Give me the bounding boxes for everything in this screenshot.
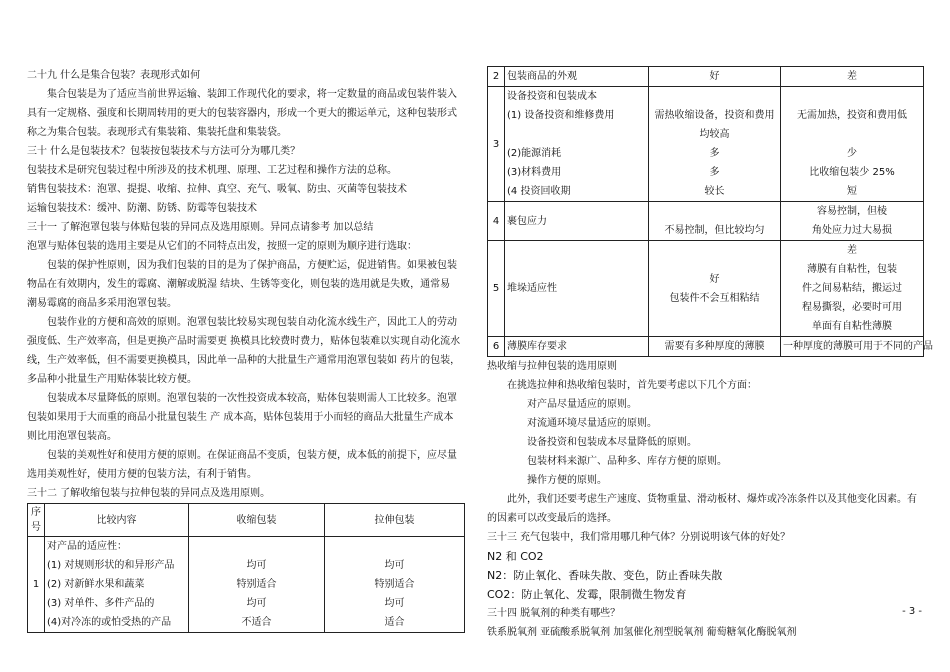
cell-line: 堆垛适应性 <box>507 283 557 294</box>
cell-line <box>327 537 462 556</box>
header-shrink: 收缩包装 <box>189 504 325 537</box>
text-line: 二十九 什么是集合包装？表现形式如何 <box>27 70 201 81</box>
text-line: N2 和 CO2 <box>487 550 544 563</box>
cell-line: 程易撕裂，必要时可用 <box>802 302 902 313</box>
table-row <box>488 87 924 202</box>
row-shrink <box>649 202 781 241</box>
cell-line <box>507 125 646 144</box>
cell-line: 对产品的适应性： <box>47 541 127 552</box>
page-number: - 3 - <box>902 606 922 617</box>
cell-line: 较长 <box>704 186 725 197</box>
text-line: 热收缩与拉伸包装的选用原则 <box>487 361 617 372</box>
text-line: 对产品尽量适应的原则。 <box>527 399 637 410</box>
text-line: 三十 什么是包装技术？包装按包装技术与方法可分为哪几类？ <box>27 146 301 157</box>
cell-line: 包装件不会互相粘结 <box>669 292 760 304</box>
row-shrink <box>649 87 781 202</box>
row-content <box>505 67 649 87</box>
cell-line: (4 投资回收期 <box>507 186 571 197</box>
row-shrink <box>649 241 781 337</box>
header-seq-label: 序号 <box>31 507 41 533</box>
text-line: 包装技术是研究包装过程中所涉及的技术机理、原理、工艺过程和操作方法的总称。 <box>27 165 397 176</box>
text-line: 三十三 充气包装中，我们常用哪几种气体？分别说明该气体的好处？ <box>487 532 791 543</box>
table-row <box>488 202 924 241</box>
text-line: 包装如果用于大而重的商品小批量包装生 产 成本高，贴体包装用于小而轻的商品大批量生产成本 <box>27 412 454 423</box>
table-row <box>488 67 924 87</box>
text-line: 多品种小批量生产用贴体装比较方便。 <box>27 374 197 385</box>
cell-line: 角处应力过大易损 <box>812 225 892 236</box>
text-line: 三十二 了解收缩包装与拉伸包装的异同点及选用原则。 <box>27 488 271 499</box>
table-header-row <box>28 504 465 537</box>
cell-line: 不易控制，但比较均匀 <box>664 225 765 236</box>
row-stretch <box>325 537 465 633</box>
cell-line: 多 <box>709 148 720 159</box>
text-line: 选用美观性好，使用方便的包装方法，有利于销售。 <box>27 469 257 480</box>
row-stretch <box>781 202 924 241</box>
text-line: 集合包装是为了适应当前世界运输、装卸工作现代化的要求，将一定数量的商品或包装件装入 <box>47 89 457 100</box>
text-line: 潮易霉腐的商品多采用泡罩包装。 <box>27 298 177 309</box>
text-line: 具有一定规格、强度和长期周转用的更大的包装容器内，形成一个更大的搬运单元，这种包装形式 <box>27 108 457 119</box>
text-line: 销售包装技术：泡罩、提提、收缩、拉伸、真空、充气、吸氧、防虫、灭菌等包装技术 <box>27 184 407 195</box>
cell-line: (1) 对规则形状的和异形产品 <box>47 560 175 571</box>
table-row <box>488 337 924 357</box>
cell-line: 特别适合 <box>374 579 415 590</box>
row-number: 1 <box>28 537 45 633</box>
cell-line: 差 <box>847 71 857 82</box>
row-number: 3 <box>488 87 505 202</box>
cell-line: 件之间易粘结，搬运过 <box>802 283 902 294</box>
cell-line <box>783 87 921 106</box>
text-line: 则比用泡罩包装高。 <box>27 431 117 442</box>
text-line: 运输包装技术：缓冲、防潮、防锈、防霉等包装技术 <box>27 203 257 214</box>
cell-line: 差 <box>847 245 857 256</box>
cell-line: 包装商品的外观 <box>507 71 577 82</box>
text-line: 物品在有效期内，发生的霉腐、潮解或脱湿 结块、生锈等变化，则包装的选用就是失败，通常易 <box>27 279 451 290</box>
row-number: 6 <box>488 337 505 357</box>
header-stretch: 拉伸包装 <box>325 504 465 537</box>
cell-line: 好 <box>709 71 720 82</box>
text-line: 对流通环境尽量适应的原则。 <box>527 418 657 429</box>
header-seq <box>28 504 45 537</box>
cell-line: 多 <box>709 167 720 178</box>
cell-line: 需热收缩设备，投资和费用 <box>654 110 775 121</box>
row-stretch <box>781 241 924 337</box>
cell-line: 不适合 <box>241 617 272 628</box>
text-line: CO2：防止氧化、发霉，限制微生物发育 <box>487 588 687 601</box>
cell-line <box>783 125 921 144</box>
text-line: 包装作业的方便和高效的原则。泡罩包装比较易实现包装自动化流水线生产，因此工人的劳动 <box>47 317 457 328</box>
cell-line <box>651 202 778 221</box>
row-content <box>505 202 649 241</box>
text-line: 包装的保护性原则，因为我们包装的目的是为了保护商品，方便贮运，促进销售。如果被包装 <box>47 260 457 271</box>
cell-line: 好 <box>709 273 720 285</box>
row-stretch <box>781 87 924 202</box>
cell-line: (2) 对新鲜水果和蔬菜 <box>47 579 145 590</box>
row-stretch <box>781 67 924 87</box>
cell-line: 需要有多种厚度的薄膜 <box>664 341 765 352</box>
cell-line: 均可 <box>246 560 267 571</box>
table-row <box>28 537 465 633</box>
cell-line: 均可 <box>384 598 405 609</box>
cell-line: 单面有自粘性薄膜 <box>812 321 892 332</box>
text-line: 线，生产效率低，但不需要更换模具，因此单一品种的大批量生产通常用泡罩包装如 药片的包装， <box>27 355 461 366</box>
text-line: 三十一 了解泡罩包装与体贴包装的异同点及选用原则。异同点请参考 加以总结 <box>27 222 374 233</box>
cell-line: 容易控制，但棱 <box>817 206 887 217</box>
text-line: 设备投资和包装成本尽量降低的原则。 <box>527 437 697 448</box>
cell-line: 无需加热，投资和费用低 <box>797 110 907 121</box>
left-column <box>27 66 465 633</box>
cell-line: 短 <box>847 186 857 197</box>
cell-line: 裹包应力 <box>507 215 547 227</box>
cell-line: 薄膜库存要求 <box>507 341 567 352</box>
cell-line: 均可 <box>246 598 267 609</box>
cell-line <box>651 87 778 106</box>
row-shrink <box>649 67 781 87</box>
cell-line: (2)能源消耗 <box>507 148 562 159</box>
text-line: 包装的美观性好和使用方便的原则。在保证商品不变质，包装方便，成本低的前提下，应尽量 <box>47 450 457 461</box>
text-line: 铁系脱氧剂 亚硫酸系脱氧剂 加氢催化剂型脱氧剂 葡萄糖氧化酶脱氧剂 <box>487 627 797 638</box>
cell-line: 均可 <box>384 560 405 571</box>
row-content <box>505 241 649 337</box>
cell-line: 一种厚度的薄膜可用于不同的产品 <box>783 341 933 352</box>
comparison-table-part1 <box>27 503 465 633</box>
text-line: 称之为集合包装。表现形式有集装箱、集装托盘和集装袋。 <box>27 127 287 138</box>
row-number: 5 <box>488 241 505 337</box>
cell-line: 适合 <box>384 617 405 628</box>
text-line: 包装成本尽量降低的原则。泡罩包装的一次性投资成本较高，贴体包装则需人工比较多。泡罩 <box>47 393 457 404</box>
text-line: 此外，我们还要考虑生产速度、货物重量、滑动板材、爆炸或冷冻条件以及其他变化因素。有 <box>507 494 917 505</box>
cell-line: (4)对冷冻的或怕受热的产品 <box>47 617 172 628</box>
row-number: 2 <box>488 67 505 87</box>
row-content <box>505 87 649 202</box>
cell-line: (3)材料费用 <box>507 167 562 178</box>
cell-line: 少 <box>847 148 857 159</box>
text-line: 的因素可以改变最后的选择。 <box>487 513 617 524</box>
text-line: 操作方便的原则。 <box>527 475 607 486</box>
cell-line: 设备投资和包装成本 <box>507 91 597 102</box>
text-line: 在挑选拉伸和热收缩包装时，首先要考虑以下几个方面： <box>507 380 757 391</box>
cell-line: 特别适合 <box>236 579 277 590</box>
table-row <box>488 241 924 337</box>
cell-line: (3) 对单件、多件产品的 <box>47 598 155 609</box>
right-column <box>487 66 933 642</box>
right-text-block <box>487 357 924 642</box>
comparison-table-part2 <box>487 66 933 357</box>
header-content: 比较内容 <box>45 504 189 537</box>
text-line: N2：防止氧化、香味失散、变色，防止香味失散 <box>487 569 723 582</box>
cell-line: 薄膜有自粘性，包装 <box>807 264 897 275</box>
text-line: 强度低、生产效率高，但是更换产品时需要更 换模具比较费时费力，贴体包装难以实现自动化流水 <box>27 336 461 347</box>
cell-line: (1) 设备投资和维修费用 <box>507 110 615 121</box>
row-content <box>45 537 189 633</box>
text-line: 包装材料来源广、品种多、库存方便的原则。 <box>527 456 727 467</box>
cell-line: 均较高 <box>699 129 730 140</box>
left-text-block <box>27 66 465 503</box>
text-line: 泡罩与贴体包装的选用主要是从它们的不同特点出发，按照一定的原则为顺序进行选取： <box>27 241 417 252</box>
row-shrink <box>649 337 781 357</box>
row-content <box>505 337 649 357</box>
row-stretch <box>781 337 933 357</box>
row-number: 4 <box>488 202 505 241</box>
cell-line: 比收缩包装少 25% <box>809 167 895 178</box>
text-line: 三十四 脱氧剂的种类有哪些？ <box>487 608 621 619</box>
row-shrink <box>189 537 325 633</box>
cell-line <box>191 537 322 556</box>
